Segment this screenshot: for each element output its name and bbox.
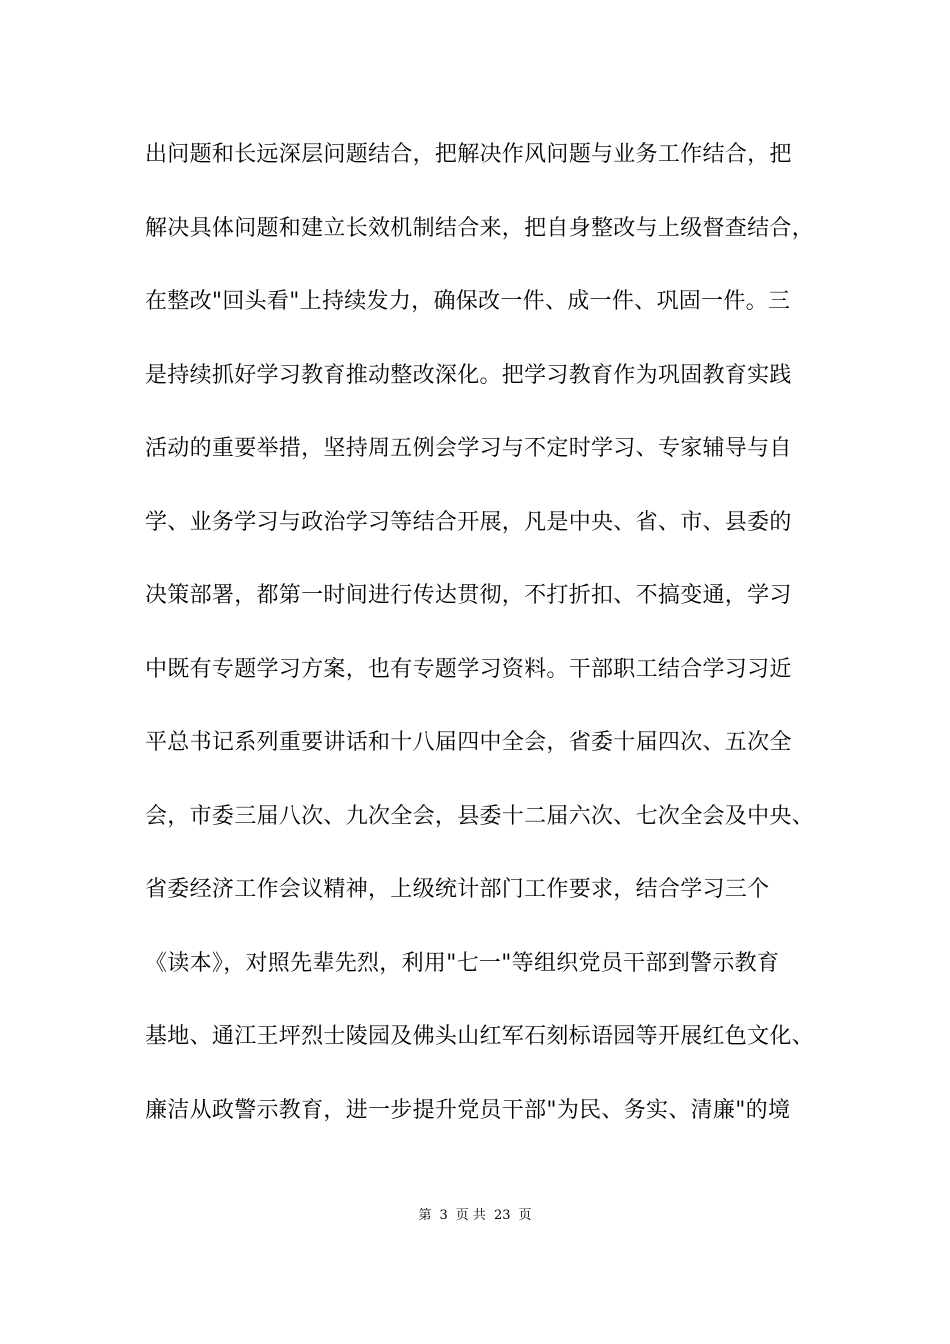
text-line-3: 在整改"回头看"上持续发力，确保改一件、成一件、巩固一件。三 xyxy=(145,289,791,314)
text-line-14: 廉洁从政警示教育，进一步提升党员干部"为民、务实、清廉"的境 xyxy=(145,1097,791,1123)
text-line-1: 出问题和长远深层问题结合，把解决作风问题与业务工作结合，把 xyxy=(145,142,792,167)
text-line-10: 会，市委三届八次、九次全会，县委十二届六次、七次全会及中央、 xyxy=(145,803,815,829)
text-line-4: 是持续抓好学习教育推动整改深化。把学习教育作为巩固教育实践 xyxy=(145,362,792,388)
footer-prefix: 第 xyxy=(418,1208,432,1223)
text-line-13: 基地、通江王坪烈士陵园及佛头山红军石刻标语园等开展红色文化、 xyxy=(145,1024,815,1049)
footer-suffix: 页 xyxy=(518,1208,532,1223)
text-line-6: 学、业务学习与政治学习等结合开展，凡是中央、省、市、县委的 xyxy=(145,509,792,535)
page-footer xyxy=(0,1206,950,1226)
text-line-5: 活动的重要举措，坚持周五例会学习与不定时学习、专家辅导与自 xyxy=(145,436,792,461)
text-line-11: 省委经济工作会议精神，上级统计部门工作要求，结合学习三个 xyxy=(145,877,770,902)
footer-current-page: 3 xyxy=(439,1208,448,1223)
footer-middle: 页 共 xyxy=(455,1208,486,1223)
text-line-12: 《读本》，对照先辈先烈，利用"七一"等组织党员干部到警示教育 xyxy=(145,950,780,976)
text-line-2: 解决具体问题和建立长效机制结合来，把自身整改与上级督查结合， xyxy=(145,215,815,241)
text-line-9: 平总书记系列重要讲话和十八届四中全会，省委十届四次、五次全 xyxy=(145,730,792,755)
body-text xyxy=(145,131,815,1160)
footer-total-pages: 23 xyxy=(493,1208,511,1223)
text-line-8: 中既有专题学习方案，也有专题学习资料。干部职工结合学习习近 xyxy=(145,656,792,682)
text-line-7: 决策部署，都第一时间进行传达贯彻，不打折扣、不搞变通，学习 xyxy=(145,583,792,608)
